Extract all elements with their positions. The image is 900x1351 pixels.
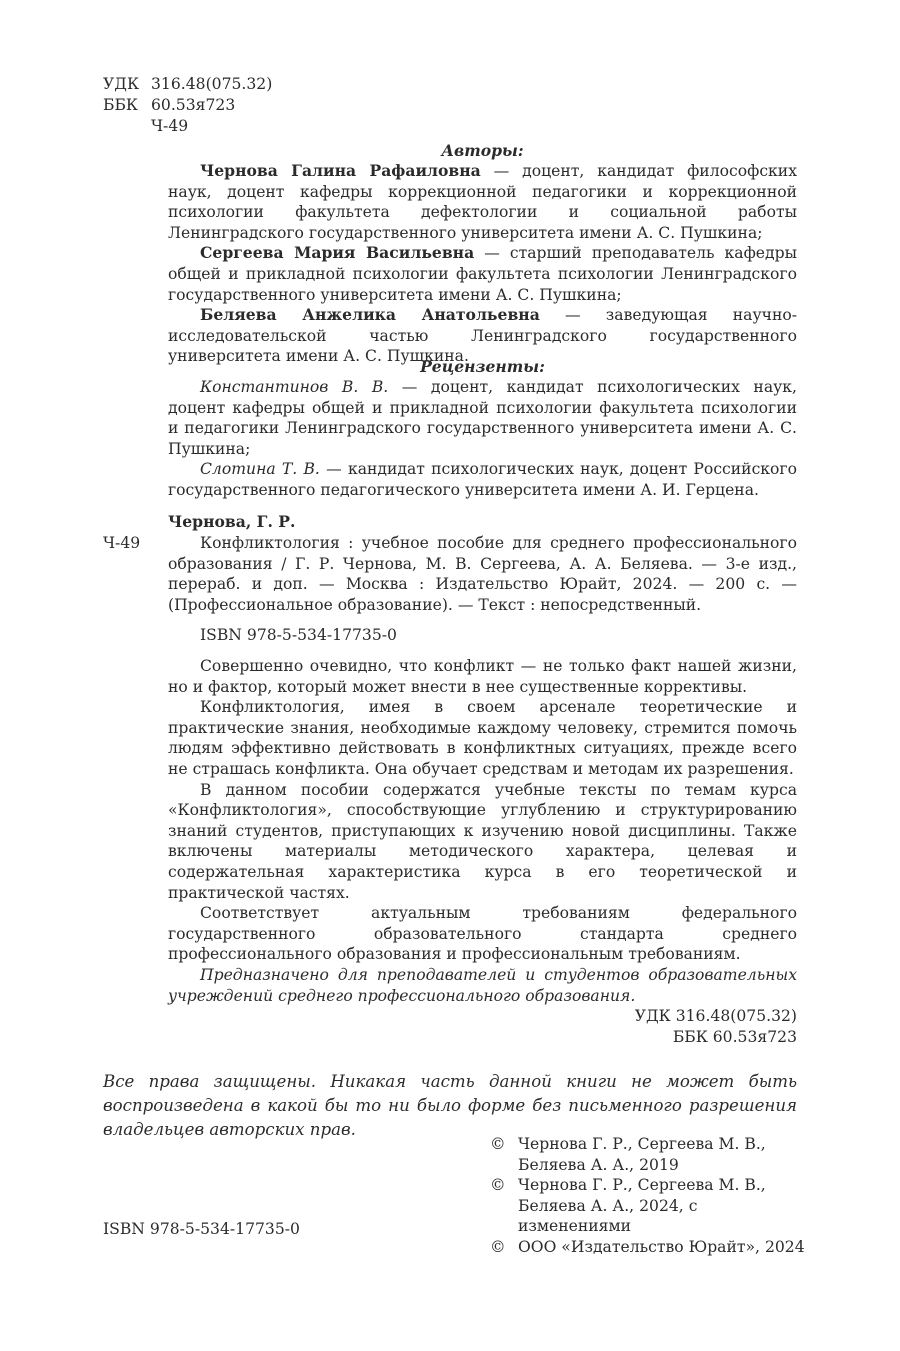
annotation-paragraph: Конфликтология, имея в своем арсенале теоретические и практические знания, необходимые каждому человеку, стремится помочь людям эффективно действовать в конфликтных ситуациях, прежде всего не страшась конфликта. Она обучает средствам и методам их разрешения.	[168, 698, 797, 778]
reviewer-description: — кандидат психологических наук, доцент Российского государственного педагогического университета имени А. И. Герцена.	[168, 460, 797, 499]
reviewers-list	[168, 377, 797, 501]
bbk-value: 60.53я723	[151, 96, 236, 114]
copyright-text: ООО «Издательство Юрайт», 2024	[518, 1237, 805, 1256]
reviewer-entry	[168, 459, 797, 500]
authors-title: Авторы:	[441, 141, 524, 160]
rights-notice: Все права защищены. Никакая часть данной книги не может быть воспроизведена в какой бы то ни было форме без письменного разрешения владельцев авторских прав.	[103, 1072, 797, 1139]
classification-right	[480, 1006, 797, 1047]
reviewers-title: Рецензенты:	[420, 357, 545, 376]
author-name: Чернова Галина Рафаиловна	[200, 161, 481, 180]
reviewer-entry	[168, 377, 797, 459]
udk-code: УДК 316.48(075.32)	[634, 1007, 797, 1025]
isbn-bottom: ISBN 978-5-534-17735-0	[103, 1220, 300, 1238]
isbn-main: ISBN 978-5-534-17735-0	[200, 626, 397, 644]
author-description: — заведующая научно-исследовательской частью Ленинградского государственного университета имени А. С. Пушкина.	[168, 306, 797, 366]
author-entry	[168, 243, 797, 305]
reviewer-name: Слотина Т. В.	[200, 460, 320, 479]
author-mark: Ч-49	[151, 117, 189, 135]
classification-codes	[103, 74, 343, 137]
udk-label: УДК	[103, 75, 140, 93]
reviewer-description: — доцент, кандидат психологических наук, доцент кафедры общей и прикладной психологии факультета психологии и педагогики Ленинградского государственного университета имени А. С. Пушкина;	[168, 378, 797, 458]
annotation-paragraph: Совершенно очевидно, что конфликт — не только факт нашей жизни, но и фактор, который может внести в нее существенные коррективы.	[168, 657, 797, 696]
biblio-author	[168, 512, 295, 533]
biblio-description: Конфликтология : учебное пособие для среднего профессионального образования / Г. Р. Чернова, М. В. Сергеева, А. А. Беляева. — 3-е изд., перераб. и доп. — Москва : Издательство Юрайт, 2024. — 200 с. — (Профессиональное образование). — Текст : непосредственный.	[168, 534, 797, 614]
copyright-entry	[490, 1237, 810, 1258]
copyright-text: Чернова Г. Р., Сергеева М. В., Беляева А. А., 2024, с изменениями	[518, 1176, 766, 1236]
annotation-paragraph: Соответствует актуальным требованиям федерального государственного образовательного стандарта среднего профессионального образования и профессиональным требованиям.	[168, 904, 797, 964]
copyright-symbol: ©	[490, 1237, 506, 1256]
bbk-label: ББК	[103, 96, 138, 114]
authors-list	[168, 161, 797, 367]
annotation-paragraph: В данном пособии содержатся учебные тексты по темам курса «Конфликтология», способствующие углублению и структурированию знаний студентов, приступающих к изучению новой дисциплины. Также включены материалы методического характера, целевая и содержательная характеристика курса в его теоретической и практической частях.	[168, 780, 797, 902]
author-name: Беляева Анжелика Анатольевна	[200, 305, 540, 325]
annotation	[168, 656, 797, 1006]
copyright-entry	[490, 1175, 810, 1237]
copyright-entry	[490, 1134, 810, 1175]
author-entry	[168, 161, 797, 243]
reviewers-heading	[168, 357, 797, 378]
author-description: — старший преподаватель кафедры общей и прикладной психологии факультета психологии Ленинградского государственного университета имени А. С. Пушкина;	[168, 244, 797, 304]
bbk-row	[103, 95, 343, 116]
biblio-code: Ч-49	[103, 534, 141, 552]
author-description: — доцент, кандидат философских наук, доцент кафедры коррекционной педагогики и коррекционной психологии факультета дефектологии и социальной работы Ленинградского государственного университета имени А. С. Пушкина;	[168, 162, 797, 242]
copyright-symbol: ©	[490, 1135, 506, 1153]
annotation-purpose: Предназначено для преподавателей и студентов образовательных учреждений среднего профессионального образования.	[168, 965, 797, 1005]
reviewer-name: Константинов В. В.	[200, 378, 389, 396]
biblio-author-name: Чернова, Г. Р.	[168, 512, 296, 531]
udk-row	[103, 74, 343, 95]
udk-value: 316.48(075.32)	[151, 75, 273, 93]
authors-heading	[168, 141, 797, 162]
bbk-code: ББК 60.53я723	[672, 1027, 797, 1046]
author-name: Сергеева Мария Васильевна	[200, 243, 475, 263]
copyright-symbol: ©	[490, 1176, 506, 1195]
copyright-list	[490, 1134, 810, 1258]
copyright-text: Чернова Г. Р., Сергеева М. В., Беляева А. А., 2019	[518, 1135, 766, 1174]
